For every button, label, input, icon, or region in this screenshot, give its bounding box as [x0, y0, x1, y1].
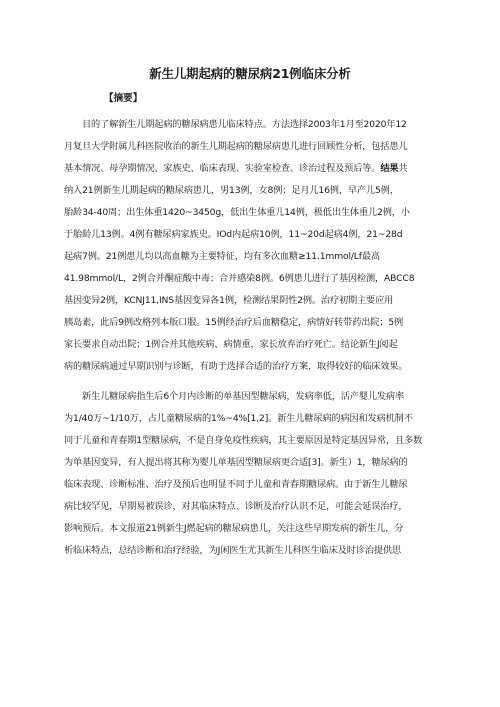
paragraph-line: 家长要求自动出院；1例合并其他疾病、病情重，家长放弃治疗死亡。结论新生J阅起: [64, 339, 398, 350]
paragraph-line: 为1/40万~1/10万，占儿童糖尿病的1%~4%[1,2]。新生儿糖尿病的病因和发病机制不: [64, 413, 413, 424]
paragraph-line-text: 基本情况、母孕期情况、家族史、临床表现、实验室检查、诊治过程及预后等。: [64, 163, 381, 174]
paragraph-line: [64, 158, 436, 180]
document-title: 新生儿期起病的糖尿病21例临床分析: [149, 66, 351, 81]
paragraph-line: 析临床特点，总结诊断和治疗经验，为J闲医生尤其新生儿科医生临床及时诊治提供思: [64, 545, 401, 556]
paragraph-line: 41.98mmol/L，2例合并酮症酸中毒；合并感染8例。6例患儿进行了基因检测，ABCC8: [64, 273, 415, 284]
paragraph-line: 起病7例。21例患儿均以高血糖为主要特征，均有多次血糖≥11.1mmol/Lf最高: [64, 251, 380, 262]
paragraph-line: 月复旦大学附属儿科医院收治的新生儿期起病的糖尿病患儿进行回顾性分析，包括患儿: [64, 141, 408, 152]
paragraph-line: 胰岛素，此后9例改格列本版口服。15例经治疗后血糖稳定，病情好转带药出院；5例: [64, 317, 404, 328]
paragraph-line: 同于儿童和青春期1型糖尿病，不是自身免疫性疾病，其主要原因是特定基因异常，且多数: [64, 435, 423, 446]
paragraph-line: 影响预后。本文报道21例新生J燃起病的糖尿病患儿，关注这些早期发病的新生儿，分: [64, 523, 404, 534]
paragraph-line: 目的了解新生儿期起病的糖尿病患儿临床特点。方法选择2003年1月至2020年12: [82, 119, 407, 130]
abstract-paragraph: [64, 114, 436, 378]
paragraph-line: 纳入21例新生儿期起病的糖尿病患儿，男13例，女8例；足月儿16例，早产儿5例，: [64, 185, 399, 196]
paragraph-line: 病的糖尿病通过早期识别与诊断，有助于选择合适的治疗方案，取得较好的临床效果。: [64, 361, 408, 372]
paragraph-line: 胎龄34-40周；出生体重1420~3450g，低出生体重儿14例，极低出生体重儿2例，小: [64, 207, 410, 218]
abstract-heading: 【摘要】: [104, 93, 143, 104]
results-bold-label: 结果: [380, 163, 399, 174]
paragraph-line-tail: 共: [398, 163, 408, 174]
body-paragraph: [64, 386, 436, 562]
paragraph-line: 新生儿糖尿病指生后6个月内诊断的单基因型糖尿病，发病率低，活产婴儿发病率: [82, 391, 405, 402]
paragraph-line: 于胎龄儿13例。4例有糖尿病家族史。IOd内起病10例，11~20d起病4例，21~28d: [64, 229, 403, 240]
paragraph-line: 临床表现、诊断标准、治疗及预后也明显不同于儿童和青春期糖尿病。由于新生儿糖尿: [64, 479, 408, 490]
paragraph-line: 病比较罕见，早期易被误诊，对其临床特点、诊断及治疗认识不足，可能会延误治疗，: [64, 501, 408, 512]
paragraph-line: 基因变异2例，KCNJ11,INS基因变异各1例，检测结果阴性2例。治疗初期主要应用: [64, 295, 394, 306]
paragraph-line: 为单基因变异，有人提出将其称为婴儿单基因型糖尿病更合适[3]。新生）1，糖尿病的: [64, 457, 408, 468]
paragraph-gap: [64, 378, 436, 386]
